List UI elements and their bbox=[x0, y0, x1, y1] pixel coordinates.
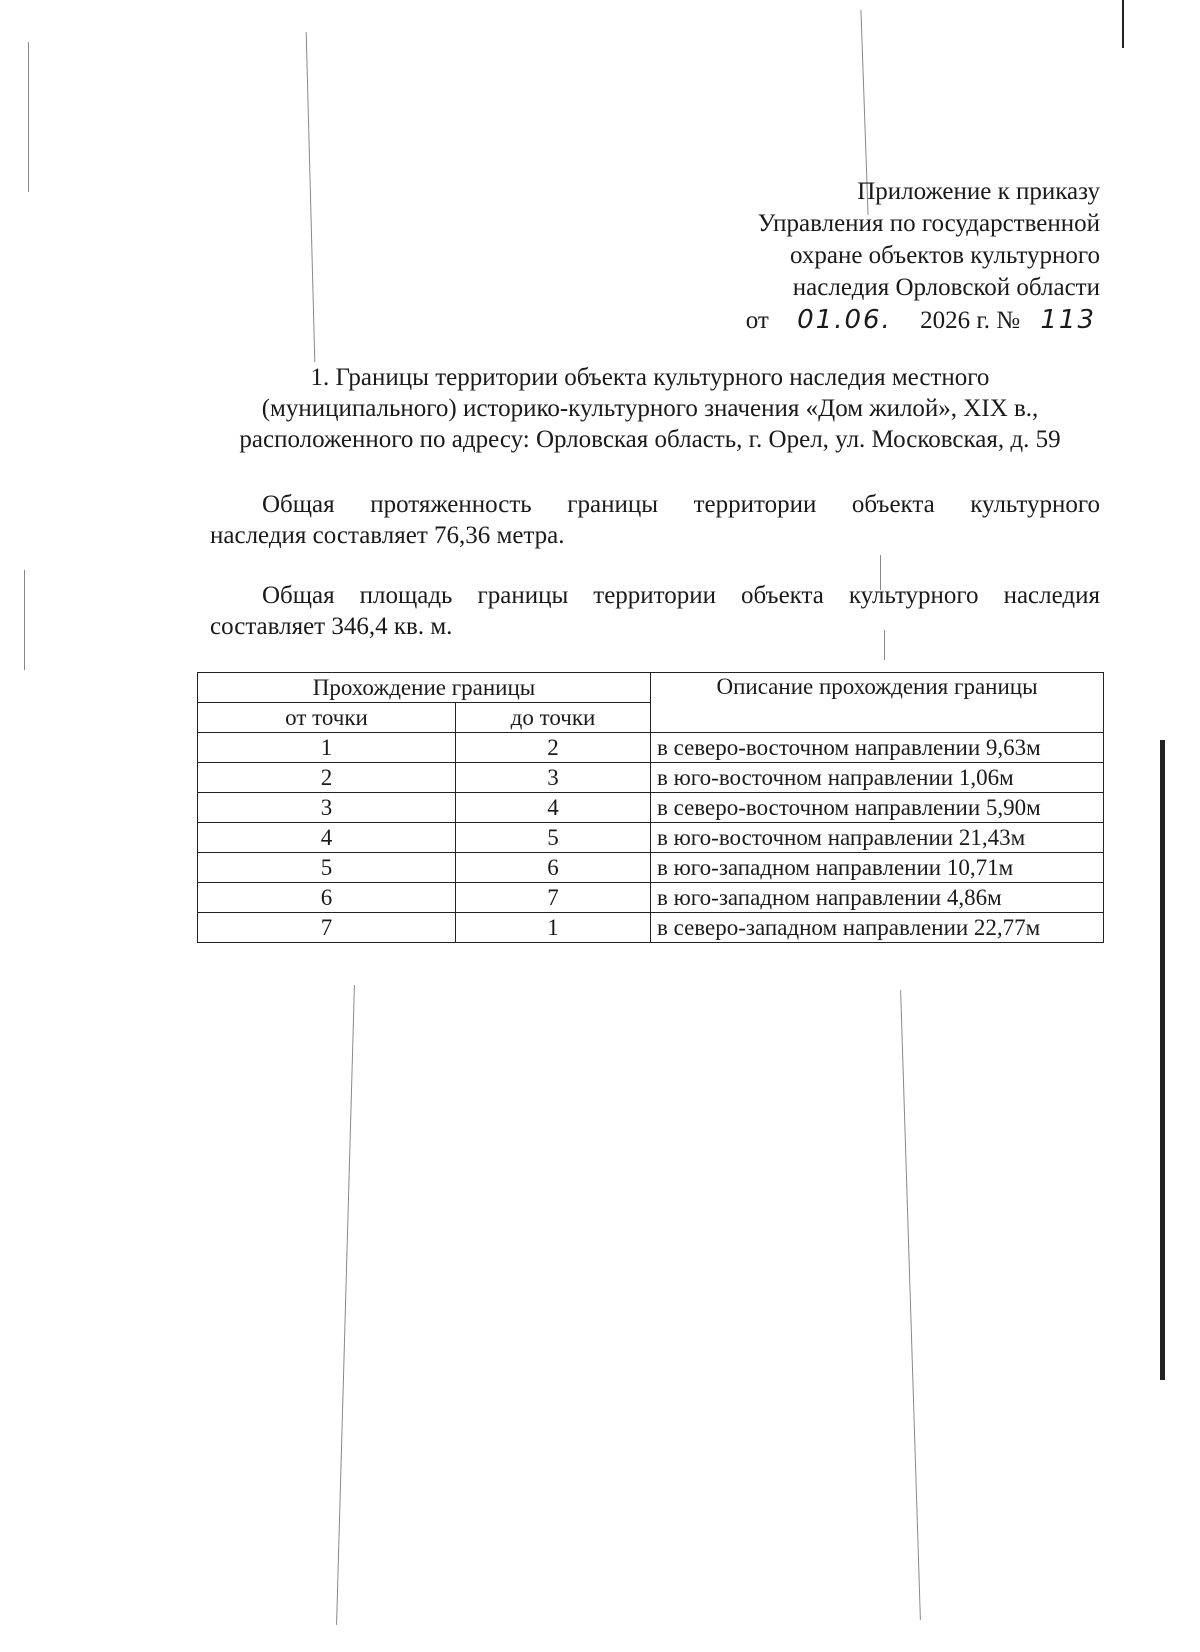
from-point-cell: 6 bbox=[198, 883, 456, 913]
to-point-cell: 7 bbox=[456, 883, 651, 913]
description-cell: в северо-восточном направлении 9,63м bbox=[651, 733, 1104, 763]
paragraph-line: наследия составляет 76,36 метра. bbox=[210, 522, 565, 549]
section-title bbox=[210, 362, 1090, 455]
paragraph-line: составляет 346,4 кв. м. bbox=[210, 613, 453, 640]
from-point-header: от точки bbox=[198, 703, 456, 733]
header-line-2: Управления по государственной bbox=[757, 210, 1100, 237]
to-point-cell: 2 bbox=[456, 733, 651, 763]
from-point-cell: 5 bbox=[198, 853, 456, 883]
table-row bbox=[198, 823, 1104, 853]
title-line-3: расположенного по адресу: Орловская область, г. Орел, ул. Московская, д. 59 bbox=[239, 426, 1061, 453]
to-point-cell: 4 bbox=[456, 793, 651, 823]
date-prefix: от bbox=[745, 307, 769, 334]
description-cell: в северо-восточном направлении 5,90м bbox=[651, 793, 1104, 823]
description-cell: в юго-западном направлении 10,71м bbox=[651, 853, 1104, 883]
to-point-cell: 3 bbox=[456, 763, 651, 793]
scan-artifact-line bbox=[336, 985, 355, 1625]
boundary-pass-header: Прохождение границы bbox=[198, 673, 651, 703]
description-header: Описание прохождения границы bbox=[651, 673, 1104, 733]
to-point-cell: 6 bbox=[456, 853, 651, 883]
title-line-2: (муниципального) историко-культурного значения «Дом жилой», XIX в., bbox=[261, 395, 1039, 422]
scan-artifact-line bbox=[24, 570, 25, 670]
scan-artifact-line bbox=[306, 32, 316, 362]
approval-header bbox=[746, 176, 1100, 337]
to-point-cell: 5 bbox=[456, 823, 651, 853]
handwritten-order-number: 113 bbox=[1040, 305, 1096, 335]
header-line-3: охране объектов культурного bbox=[789, 242, 1100, 269]
boundary-area-paragraph bbox=[210, 580, 1100, 642]
scan-artifact-line bbox=[28, 42, 29, 192]
table-header-row bbox=[198, 673, 1104, 703]
boundary-length-paragraph bbox=[210, 489, 1100, 551]
from-point-cell: 3 bbox=[198, 793, 456, 823]
description-cell: в юго-западном направлении 4,86м bbox=[651, 883, 1104, 913]
description-cell: в юго-восточном направлении 21,43м bbox=[651, 823, 1104, 853]
to-point-cell: 1 bbox=[456, 913, 651, 943]
to-point-header: до точки bbox=[456, 703, 651, 733]
table-row bbox=[198, 793, 1104, 823]
paragraph-line: Общая площадь границы территории объекта культурного наследия bbox=[262, 582, 1100, 609]
table-row bbox=[198, 883, 1104, 913]
from-point-cell: 7 bbox=[198, 913, 456, 943]
scan-artifact-line bbox=[900, 990, 921, 1620]
order-date-line bbox=[746, 304, 1100, 337]
year-and-number-label: 2026 г. № bbox=[920, 307, 1021, 334]
scan-artifact-line bbox=[1122, 0, 1124, 48]
boundary-table bbox=[197, 672, 1104, 943]
header-line-1: Приложение к приказу bbox=[857, 178, 1100, 205]
from-point-cell: 2 bbox=[198, 763, 456, 793]
scan-artifact-edge bbox=[1160, 740, 1165, 1380]
header-line-4: наследия Орловской области bbox=[792, 274, 1100, 301]
table-row bbox=[198, 913, 1104, 943]
description-cell: в юго-восточном направлении 1,06м bbox=[651, 763, 1104, 793]
from-point-cell: 1 bbox=[198, 733, 456, 763]
description-cell: в северо-западном направлении 22,77м bbox=[651, 913, 1104, 943]
table-row bbox=[198, 763, 1104, 793]
table-row bbox=[198, 853, 1104, 883]
handwritten-date: 01.06. bbox=[797, 305, 892, 335]
from-point-cell: 4 bbox=[198, 823, 456, 853]
paragraph-line: Общая протяженность границы территории объекта культурного bbox=[262, 491, 1100, 518]
table-row bbox=[198, 733, 1104, 763]
title-line-1: 1. Границы территории объекта культурного наследия местного bbox=[310, 364, 990, 391]
